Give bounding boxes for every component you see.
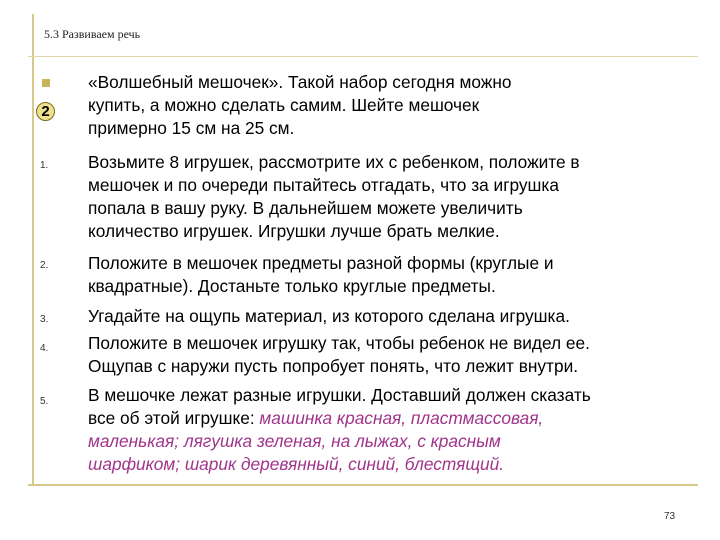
footer-divider [28,484,698,486]
text-line: Угадайте на ощупь материал, из которого сделана игрушка. [88,306,570,326]
header-divider [28,56,698,57]
text-line: Ощупав с наружи пусть попробует понять, что лежит внутри. [88,356,579,376]
page-number: 73 [664,511,676,522]
text-line [88,407,671,430]
list-number-5: 5. [40,396,49,407]
text-line: Положите в мешочек предметы разной формы (круглые и [88,253,554,273]
text-line: мешочек и по очереди пытайтесь отгадать, что за игрушка [88,175,559,195]
list-item-1 [88,151,671,243]
list-item-3 [88,305,671,328]
list-number-2: 2. [40,260,49,271]
text-line: Положите в мешочек игрушку так, чтобы ребенок не видел ее. [88,333,590,353]
text-line: попала в вашу руку. В дальнейшем можете увеличить [88,198,523,218]
text-line: «Волшебный мешочек». Такой набор сегодня можно [88,72,512,92]
list-item-4 [88,332,671,378]
text-segment: все об этой игрушке: [88,408,260,428]
text-line: Возьмите 8 игрушек, рассмотрите их с ребенком, положите в [88,152,580,172]
text-line: купить, а можно сделать самим. Шейте мешочек [88,95,480,115]
list-number-1: 1. [40,160,49,171]
list-number-4: 4. [40,343,49,354]
section-header: 5.3 Развиваем речь [44,27,141,41]
intro-paragraph [88,71,671,140]
text-line: примерно 15 см на 25 см. [88,118,295,138]
list-number-3: 3. [40,314,49,325]
text-line: В мешочке лежат разные игрушки. Доставший должен сказать [88,385,591,405]
left-accent-line [32,14,34,484]
example-highlight-text: шарфиком; шарик деревянный, синий, блестящий. [88,454,505,474]
example-highlight-text: машинка красная, пластмассовая, [259,408,544,428]
example-highlight-text: маленькая; лягушка зеленая, на лыжах, с красным [88,431,501,451]
text-line: количество игрушек. Игрушки лучше брать мелкие. [88,221,500,241]
list-item-5 [88,384,671,476]
text-line: квадратные). Достаньте только круглые предметы. [88,276,496,296]
list-item-2 [88,252,671,298]
square-bullet-icon [42,79,50,87]
number-two-circle-icon: 2 [36,102,55,121]
